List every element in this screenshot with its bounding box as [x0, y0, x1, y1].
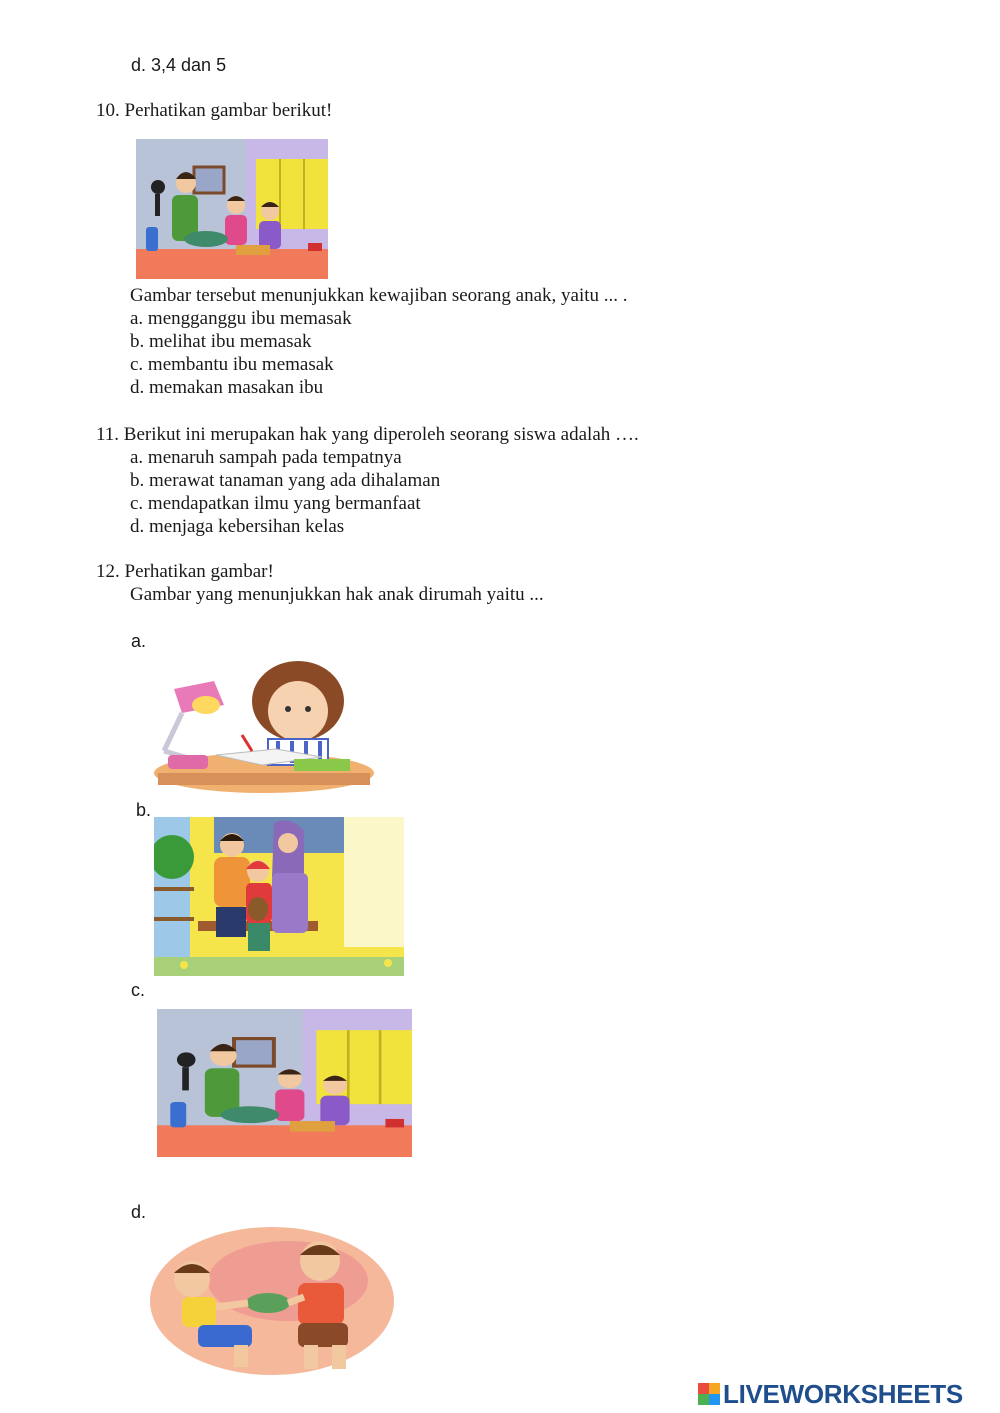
q9-option-d: d. 3,4 dan 5 [131, 55, 227, 75]
q12-prompt: Gambar yang menunjukkan hak anak dirumah yaitu ... [130, 584, 544, 605]
q12-option-c-label: c. [131, 980, 146, 1000]
logo-square-e [709, 1394, 720, 1405]
logo-square-l [698, 1383, 709, 1394]
q12-option-a-label: a. [131, 631, 147, 651]
logo-square-i [709, 1383, 720, 1394]
q11-option-b: b. merawat tanaman yang ada dihalaman [130, 470, 441, 491]
q12-image-d-fighting [148, 1221, 396, 1384]
brand-text: LIVEWORKSHEETS [723, 1378, 963, 1409]
q11-option-c: c. mendapatkan ilmu yang bermanfaat [130, 493, 421, 514]
q11-option-a: a. menaruh sampah pada tempatnya [130, 447, 402, 468]
q10-prompt: Gambar tersebut menunjukkan kewajiban seorang anak, yaitu ... . [130, 285, 628, 306]
liveworksheets-brand [698, 1378, 996, 1410]
q12-image-a-studying [152, 655, 376, 797]
q10-option-d: d. memakan masakan ibu [130, 377, 324, 398]
q12-option-b-label: b. [136, 800, 152, 820]
q11-option-d: d. menjaga kebersihan kelas [130, 516, 345, 537]
q12-image-b-family [154, 817, 404, 976]
logo-square-v [698, 1394, 709, 1405]
q12-title: 12. Perhatikan gambar! [96, 561, 274, 582]
q10-option-a: a. mengganggu ibu memasak [130, 308, 352, 329]
q10-option-c: c. membantu ibu memasak [130, 354, 334, 375]
q10-image-cooking [136, 139, 328, 279]
q10-title: 10. Perhatikan gambar berikut! [96, 100, 333, 121]
liveworksheets-logo-icon [698, 1383, 720, 1405]
q10-option-b: b. melihat ibu memasak [130, 331, 312, 352]
q12-image-c-cooking [157, 1009, 412, 1157]
q11-title: 11. Berikut ini merupakan hak yang diperoleh seorang siswa adalah …. [96, 424, 639, 445]
q12-option-d-label: d. [131, 1202, 147, 1222]
